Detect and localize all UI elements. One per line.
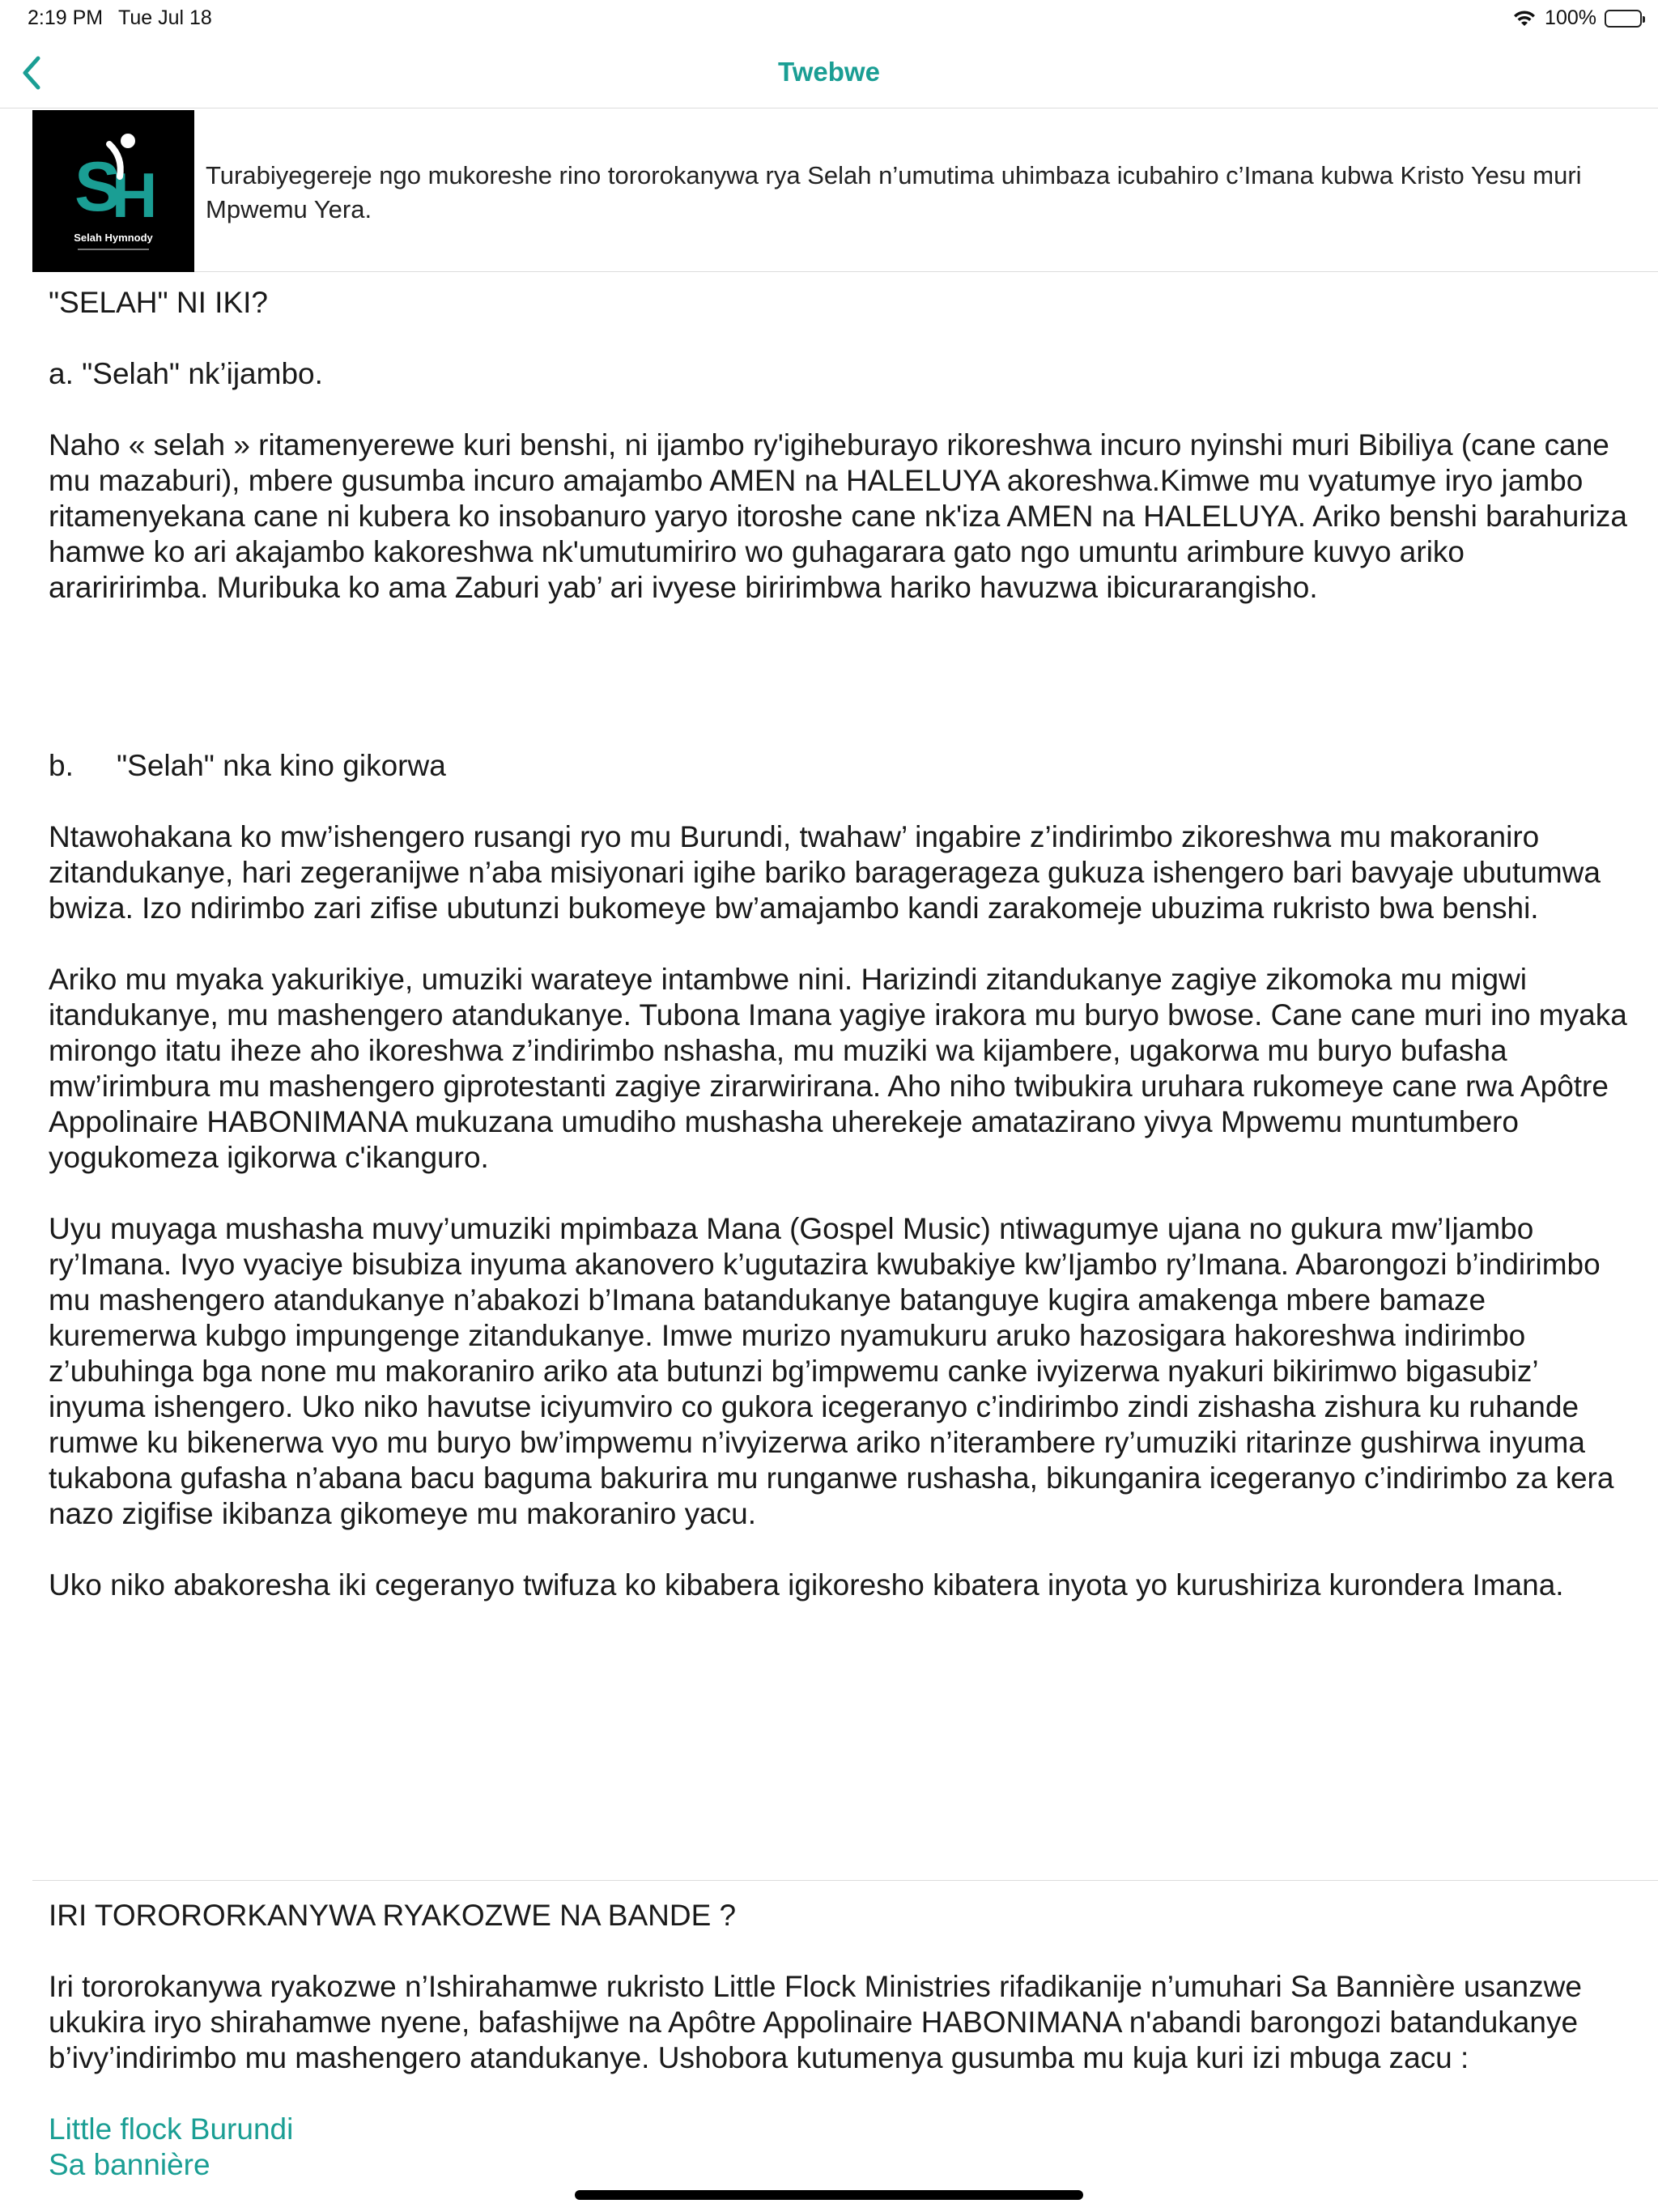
item-b-text: "Selah" nka kino gikorwa xyxy=(117,749,446,782)
svg-text:H: H xyxy=(112,160,158,231)
home-indicator[interactable] xyxy=(575,2190,1083,2200)
paragraph-a: Naho « selah » ritamenyerewe kuri benshi, ni ijambo ry'igiheburayo rikoreshwa incuro nyinshi muri Bibiliya (cane cane mu mazaburi), mbere gusumba incuro amajambo AMEN na HALELUYA akoreshwa.Kimwe mu vyatumye iryo jambo ritamenyekana cane ni kubera ko insobanuro yaryo itoroshe cane nk'iza AMEN na HALELUYA. Ariko benshi barahuriza hamwe ko ari akajambo kakoreshwa nk'umutumiriro wo guhagarara gato ngo umuntu arimbure kuvyo ariko arariririmba. Muribuka ko ama Zaburi yab’ ari ivyese biririmbwa hariko havuzwa ibicurarangisho. xyxy=(49,428,1627,604)
navigation-bar xyxy=(0,39,1658,108)
credits-paragraph: Iri tororokanywa ryakozwe n’Ishirahamwe rukristo Little Flock Ministries rifadikanije n’umuhari Sa Bannière usanzwe ukukira iryo shirahamwe nyene, bafashijwe na Apôtre Appolinaire HABONIMANA n'abandi barongozi batandukanye b’ivy’indirimbo mu mashengero atandukanye. Ushobora kutumenya gusumba mu kuja kuri izi mbuga zacu : xyxy=(49,1970,1582,2074)
page-title: Twebwe xyxy=(778,57,880,87)
battery-icon xyxy=(1605,10,1642,28)
status-time: 2:19 PM xyxy=(28,6,104,29)
intro-row xyxy=(32,110,1658,272)
credits-content xyxy=(49,1898,1627,2183)
svg-text:S: S xyxy=(74,148,121,226)
section-divider xyxy=(32,1880,1658,1881)
item-b-heading xyxy=(49,748,1627,784)
about-content xyxy=(49,285,1627,1603)
paragraph-b3: Uyu muyaga mushasha muvy’umuziki mpimbaza Mana (Gospel Music) ntiwagumye ujana no gukura mw’Ijambo ry’Imana. Ivyo vyaciye bisubiza inyuma akanovero k’ugutazira kwubakiye kw’Ijambo ry’Imana. Abarongozi b’indirimbo mu mashengero atandukanye n’abakozi b’Imana batandukanye batanguye kugira amakenga mbere bamaze kuremerwa kubgo impungenge zitandukanye. Imwe murizo nyamukuru aruko hazosigara hakoreshwa indirimbo z’ubuhinga bga none mu makoraniro ariko ata butunzi bg’impwemu canke ivyizerwa nyakuri bikirimwo bigasubiz’ inyuma ishengero. Uko niko havutse iciyumviro co gukora icegeranyo c’indirimbo zindi zishasha zishura ku ruhande rumwe ku bikenerwa vyo mu buryo bw’impwemu n’ivyizerwa ariko n’iterambere ry’umuziki ritarinze gushirwa inyuma tukabona gufasha n’abana bacu baguma bakurira mu runganwe rushasha, bikunganira icegeranyo c’indirimbo za kera nazo zigifise ikibanza gikomeye mu makoraniro yacu. xyxy=(49,1212,1614,1530)
status-date: Tue Jul 18 xyxy=(118,6,212,29)
item-b-letter: b. xyxy=(49,749,74,782)
link-little-flock-burundi[interactable]: Little flock Burundi xyxy=(49,2112,294,2146)
section-heading-selah: "SELAH" NI IKI? xyxy=(49,286,268,319)
paragraph-b2: Ariko mu myaka yakurikiye, umuziki warateye intambwe nini. Harizindi zitandukanye zagiye zikomoka mu migwi itandukanye, mu mashengero atandukanye. Tubona Imana yagiye irakora mu buryo bwose. Cane cane muri ino myaka mirongo itatu iheze aho ikoreshwa z’indirimbo nshasha, mu muziki wa kijambere, ugakorwa mu buryo bufasha mw’irimbura mu mashengero giprotestanti zagiye zirarwirirana. Aho niho twibukira uruhara rukomeye cane rwa Apôtre Appolinaire HABONIMANA mukuzana umudiho mushasha uherekeje amatazirano yivya Mpwemu muntumbero yogukomeza igikorwa c'ikanguro. xyxy=(49,963,1627,1174)
intro-text: Turabiyegereje ngo mukoreshe rino tororokanywa rya Selah n’umutima uhimbaza icubahiro c’Imana kubwa Kristo Yesu muri Mpwemu Yera. xyxy=(206,161,1582,223)
paragraph-b1: Ntawohakana ko mw’ishengero rusangi ryo mu Burundi, twahaw’ ingabire z’indirimbo zikoreshwa mu makoraniro zitandukanye, hari zegeranijwe n’aba misiyonari igihe bariko baragerageza gukuza ishengero bari bavyaje ubutumwa bwiza. Izo ndirimbo zari zifise ubutunzi bukomeye bw’amajambo kandi zarakomeje ubuzima rukristo bwa benshi. xyxy=(49,820,1601,925)
item-a-heading: a. "Selah" nk’ijambo. xyxy=(49,357,323,390)
battery-percent: 100% xyxy=(1545,6,1596,29)
status-bar xyxy=(0,0,1658,39)
wifi-icon xyxy=(1512,10,1537,28)
selah-hymnody-logo xyxy=(32,110,194,272)
section-heading-credits: IRI TORORORKANYWA RYAKOZWE NA BANDE ? xyxy=(49,1899,737,1932)
paragraph-b4: Uko niko abakoresha iki cegeranyo twifuza ko kibabera igikoresho kibatera inyota yo kurushiriza kurondera Imana. xyxy=(49,1568,1564,1602)
link-sa-banniere[interactable]: Sa bannière xyxy=(49,2148,210,2181)
logo-caption: Selah Hymnody xyxy=(74,232,153,244)
status-indicators xyxy=(1512,6,1642,30)
